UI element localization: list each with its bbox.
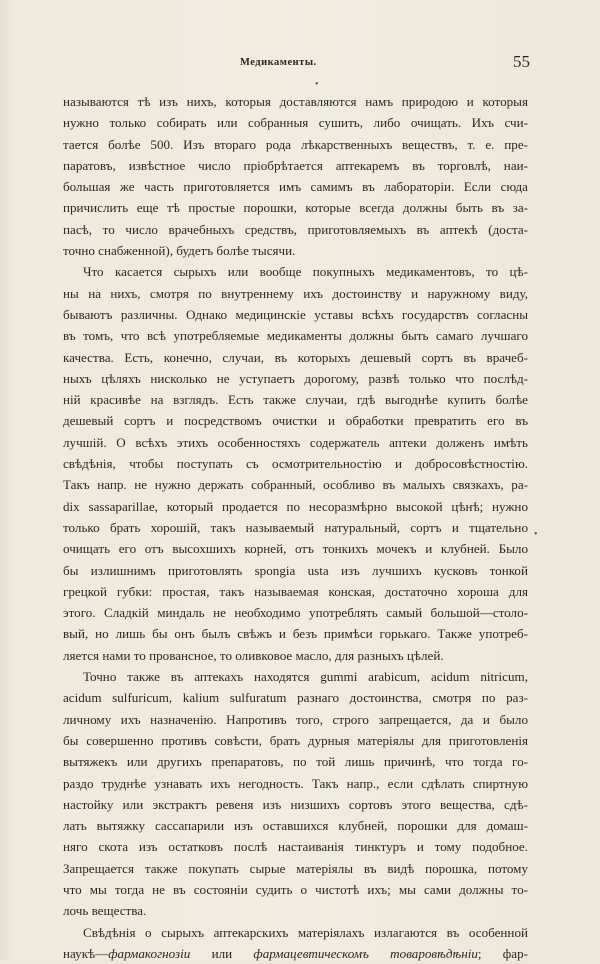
text-line: ны на нихъ, смотря по внутреннему ихъ достоинству и наружному виду, [63, 285, 528, 301]
text-line: вый, но лишь бы онъ былъ свѣжъ и безъ примѣси горькаго. Также употреб- [63, 626, 528, 642]
text-line: раздо труднѣе узнавать ихъ негодность. Такъ напр., если сдѣлать спиртную [63, 775, 528, 791]
text-line: причислить еще тѣ простые порошки, которые всегда должны быть въ за- [63, 200, 528, 216]
text-line: Запрещается также покупать сырые матеріялы въ видѣ порошка, потому [63, 860, 528, 876]
text-line: Такъ напр. не нужно держать собранный, особливо въ малыхъ связкахъ, ра- [63, 477, 528, 493]
text-line: пасѣ, то число врачебныхъ средствъ, приготовляемыхъ въ аптекѣ (доста- [63, 221, 528, 237]
text-line: ній красивѣе на взглядъ. Есть также случаи, гдѣ выгоднѣе купить болѣе [63, 392, 528, 408]
margin-mark: • [534, 529, 538, 540]
text-line: дешевый сортъ и посредствомъ очистки и обработки превратить его въ [63, 413, 528, 429]
text-segment: или [190, 945, 254, 961]
text-line: нужно только собирать или собранныя сушить, либо очищать. Ихъ счи- [63, 115, 528, 131]
margin-mark: • [315, 79, 319, 90]
text-line: этого. Сладкій миндаль не необходимо употреблять самый большой—столо- [63, 605, 528, 621]
text-line: ныхъ цѣляхъ нисколько не уступаетъ дорогому, развѣ только что послѣд- [63, 370, 528, 386]
text-line-with-italics [63, 943, 528, 964]
text-line: вытяжекъ или другихъ препаратовъ, по той лишь причинѣ, что тогда го- [63, 754, 528, 770]
page-number: 55 [513, 52, 530, 71]
text-line: ляется нами то провансное, то оливковое масло, для разныхъ цѣлей. [63, 647, 444, 663]
text-line: лочь вещества. [63, 903, 147, 919]
text-segment: ; фар- [477, 945, 528, 961]
text-line: называются тѣ изъ нихъ, которыя доставляются намъ природою и которыя [63, 94, 528, 109]
text-line: точно снабженной), будетъ болѣе тысячи. [63, 243, 296, 259]
text-line: лучшій. О всѣхъ этихъ особенностяхъ содержатель аптеки долженъ имѣть [63, 434, 528, 450]
text-line: паратовъ, извѣстное число пріобрѣтается аптекаремъ въ торговлѣ, наи- [63, 157, 528, 173]
text-line: въ томъ, что всѣ употребляемые медикаменты должны быть самаго лучшаго [63, 328, 528, 344]
italic-term: фармакогнозіи [108, 945, 191, 961]
text-line: свѣдѣнія, чтобы поступать съ осмотрительностію и добросовѣстностію. [63, 456, 528, 472]
italic-term: фармацевтическомъ товаровѣдѣніи [253, 945, 478, 961]
text-segment: наукѣ— [63, 945, 109, 961]
text-line: качества. Есть, конечно, случаи, въ которыхъ дешевый сортъ въ врачеб- [63, 349, 528, 365]
text-line: тается болѣе 500. Изъ втораго рода лѣкарственныхъ веществъ, т. е. пре- [63, 136, 528, 152]
text-line: грецкой губки: простая, такъ называемая конская, достаточно хороша для [63, 583, 528, 599]
text-line: что мы тогда не въ состояніи судить о чистотѣ ихъ; мы сами должны то- [63, 881, 528, 897]
text-line: настойку или экстрактъ ревеня изъ низшихъ сортовъ этого вещества, сдѣ- [63, 796, 528, 812]
text-line: лать вытяжку сассапарили изъ оставшихся клубней, порошки для домаш- [63, 818, 528, 834]
text-line: только брать хорошій, такъ называемый натуральный, сортъ и тщательно [63, 519, 528, 535]
running-title: Медикаменты. [240, 57, 317, 68]
text-line: бы совершенно противъ совѣсти, брать дурныя матеріялы для приготовленія [63, 732, 528, 748]
page-header [60, 50, 530, 76]
text-line: няго скота изъ остатковъ послѣ настаиванія тинктуръ и тому подобное. [63, 839, 528, 855]
text-line: acidum sulfuricum, kalium sulfuratum разнаго достоинства, смотря по раз- [63, 690, 528, 706]
text-line: бы излишнимъ приготовлять spongia usta изъ лучшихъ кусковъ тонкой [63, 562, 528, 578]
paragraph-start: Свѣдѣнія о сырыхъ аптекарскихъ матеріялахъ излагаются въ особенной [83, 924, 528, 940]
text-line: dix sassaparillae, который продается по несоразмѣрно высокой цѣнѣ; нужно [63, 498, 528, 514]
body-text [63, 91, 528, 964]
text-line: бываютъ различны. Однако медицинскіе уставы всѣхъ государствъ согласны [63, 306, 528, 322]
text-line: большая же часть приготовляется имъ самимъ въ лабораторіи. Если сюда [63, 179, 528, 195]
text-line: личному ихъ назначенію. Напротивъ того, строго запрещается, да и было [63, 711, 528, 727]
paragraph-start: Точно также въ аптекахъ находятся gummi arabicum, acidum nitricum, [83, 669, 528, 685]
text-line: очищать его отъ высохшихъ корней, отъ тонкихъ мочекъ и клубней. Было [63, 541, 528, 557]
paragraph-start: Что касается сырыхъ или вообще покупныхъ медикаментовъ, то цѣ- [83, 264, 528, 280]
